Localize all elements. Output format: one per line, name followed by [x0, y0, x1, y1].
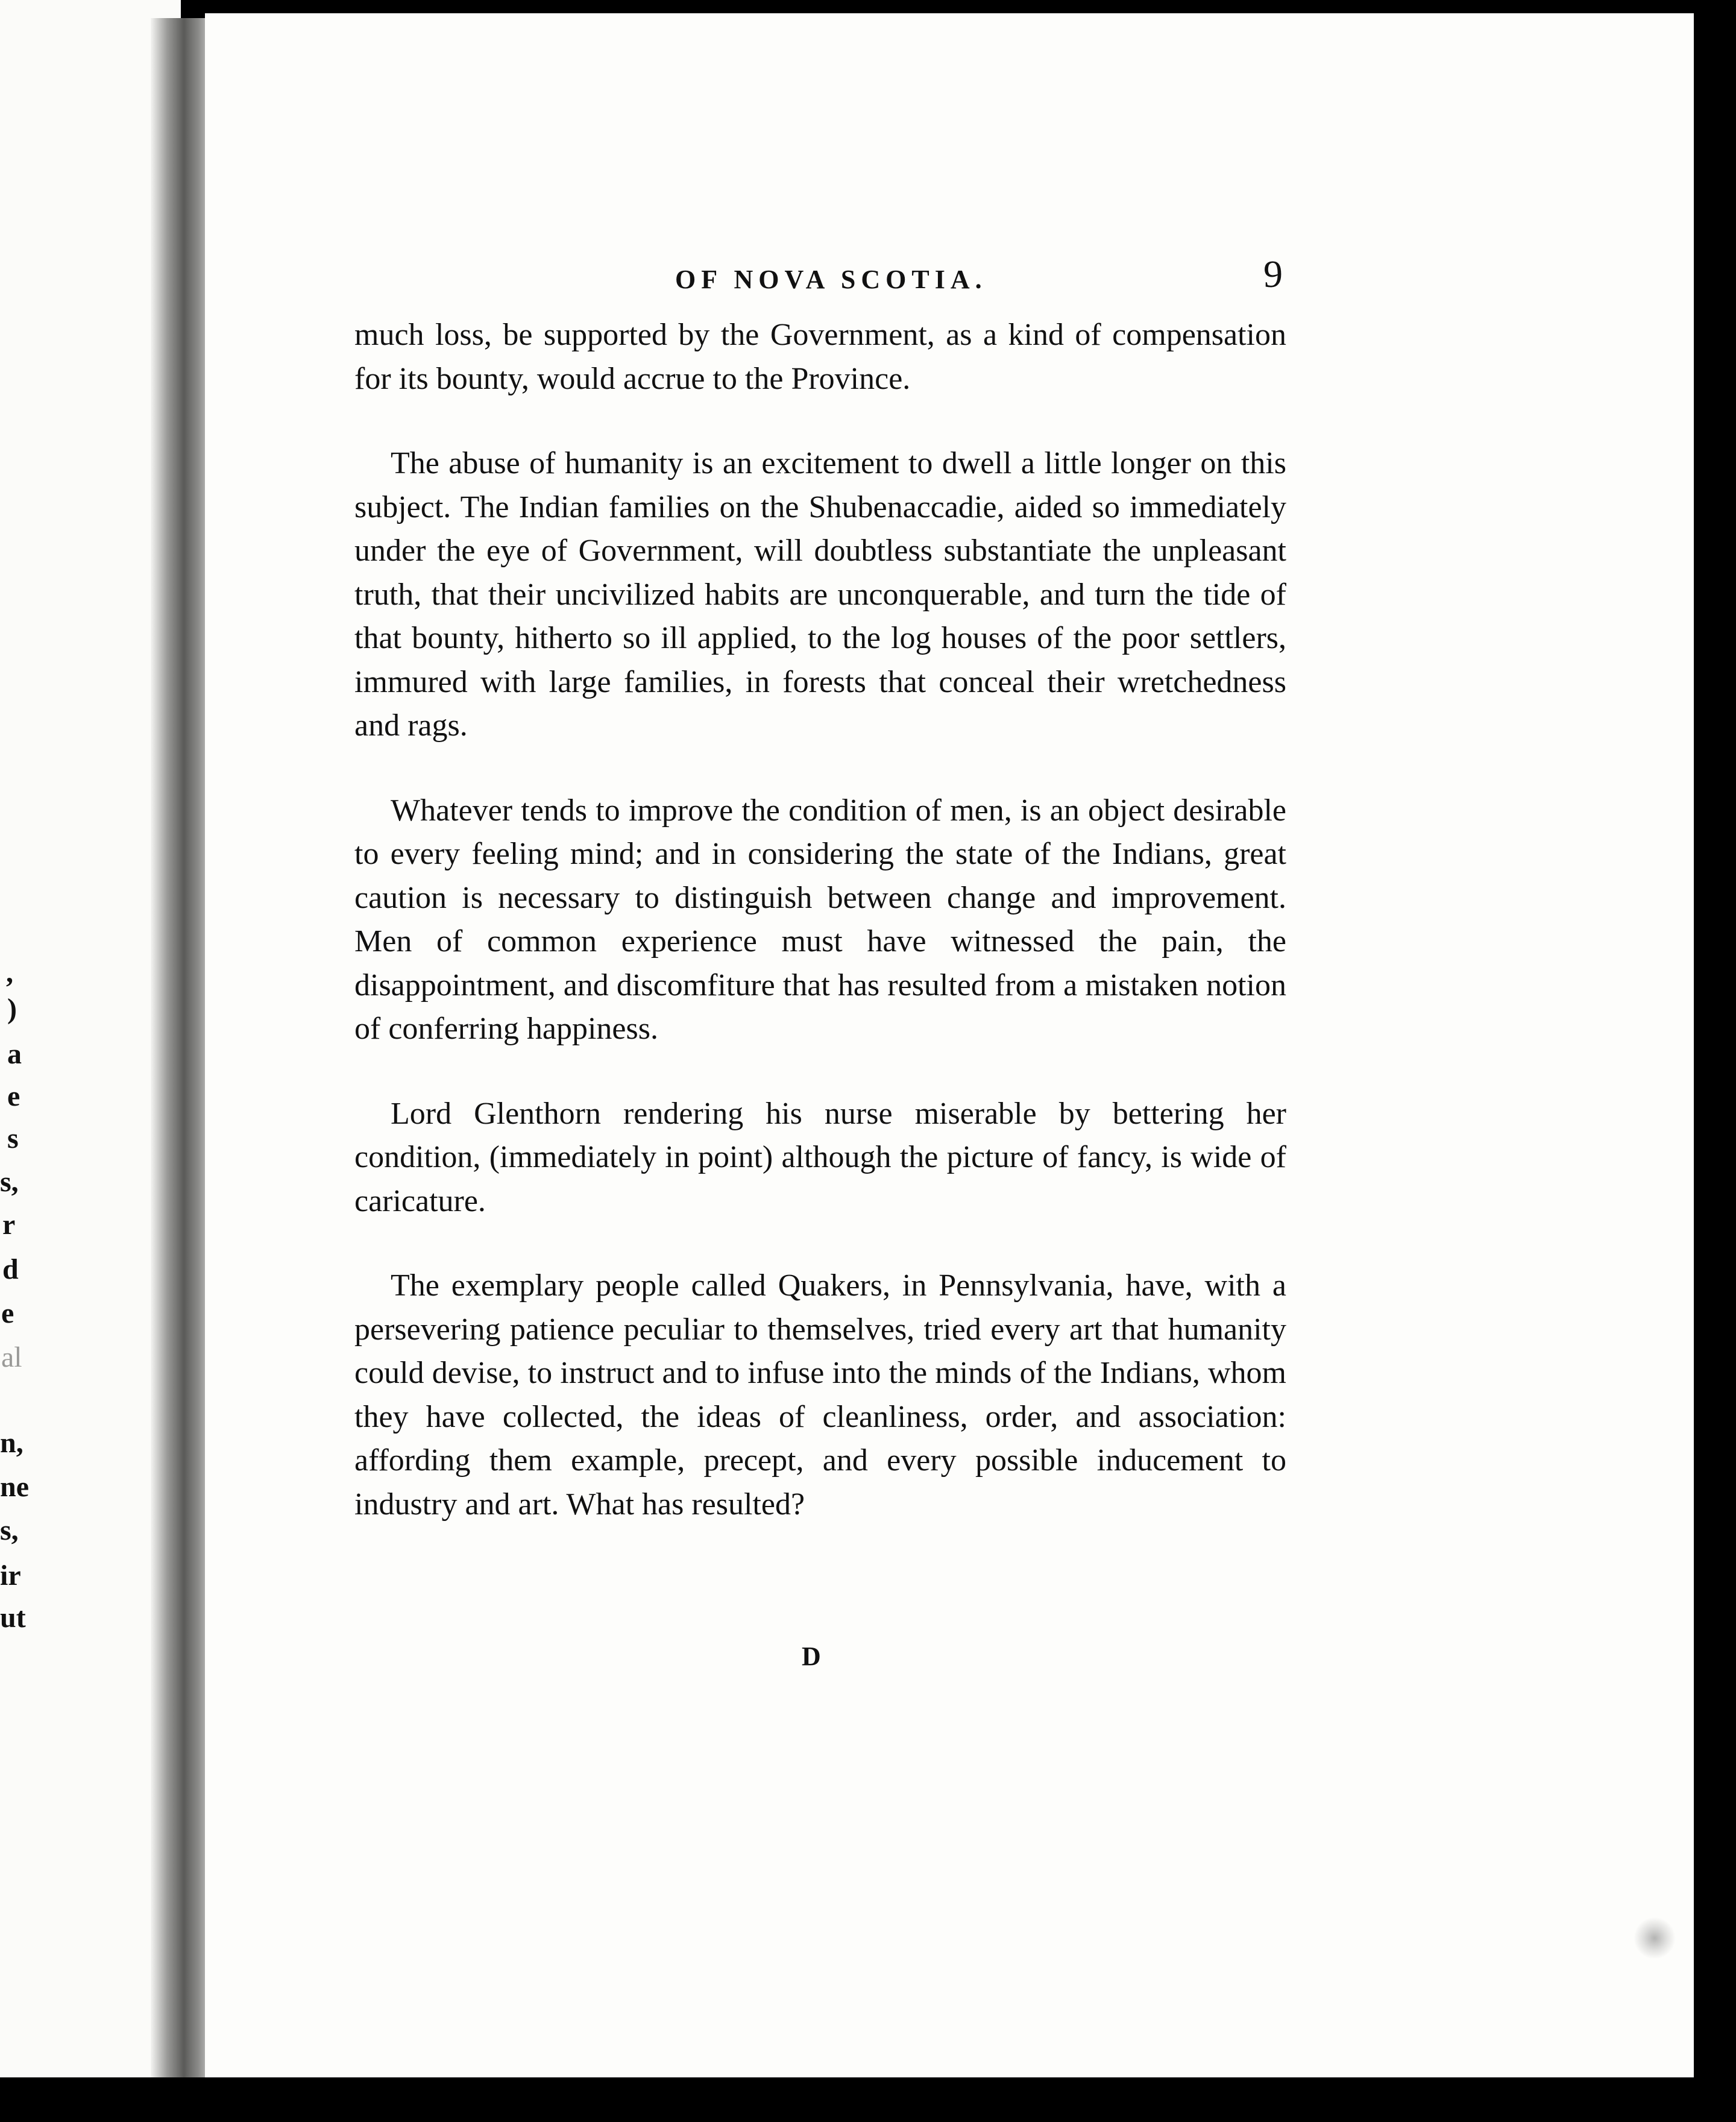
fragment: s: [7, 1122, 19, 1154]
fragment: ,: [6, 957, 13, 989]
fragment: ): [7, 993, 17, 1025]
fragment: e: [1, 1297, 14, 1329]
scan-border: [0, 2077, 1736, 2122]
fragment: e: [7, 1080, 20, 1112]
fragment: ut: [0, 1602, 26, 1634]
fragment: s,: [0, 1166, 19, 1198]
previous-page-fragments: [0, 0, 157, 2077]
paragraph: The abuse of humanity is an excitement to dwell a little longer on this subject. The Indian families on the Shubenaccadie, aided so immediately under the eye of Government, will doubtless substantiate the unpleasant truth, that their uncivilized habits are unconquerable, and turn the tide of that bounty, hitherto so ill applied, to the log houses of the poor settlers, immured with large families, in forests that conceal their wretchedness and rags.: [354, 446, 1286, 743]
paragraph: much loss, be supported by the Government, as a kind of compensation for its bounty, would accrue to the Province.: [354, 318, 1286, 396]
fragment: al: [1, 1341, 22, 1373]
running-header: OF NOVA SCOTIA.: [675, 265, 987, 294]
fragment: a: [7, 1038, 22, 1070]
fragment: ne: [0, 1471, 29, 1503]
fragment: ir: [0, 1560, 21, 1591]
fragment: n,: [0, 1427, 24, 1459]
paragraph: The exemplary people called Quakers, in Pennsylvania, have, with a persevering patience peculiar to themselves, tried every art that humanity could devise, to instruct and to infuse into the minds of the Indians, whom they have collected, the ideas of cleanliness, order, and association: affording them example, precept, and every possible inducement to industry and art. What has resulted?: [354, 1268, 1286, 1522]
page-number: 9: [1263, 253, 1283, 295]
paragraph: Lord Glenthorn rendering his nurse miserable by bettering her condition, (immediately in point) although the picture of fancy, is wide of caricature.: [354, 1096, 1286, 1218]
paper-stain: [1634, 1917, 1676, 1959]
signature-mark: D: [802, 1642, 821, 1671]
body-text: [354, 313, 1286, 1567]
fragment: s,: [0, 1514, 19, 1546]
fragment: r: [2, 1209, 16, 1241]
fragment: d: [2, 1253, 19, 1285]
paragraph: Whatever tends to improve the condition of men, is an object desirable to every feeling mind; and in considering the state of the Indians, great caution is necessary to distinguish between change and improvement. Men of common experience must have witnessed the pain, the disappointment, and discomfiture that has resulted from a mistaken notion of conferring happiness.: [354, 793, 1286, 1046]
